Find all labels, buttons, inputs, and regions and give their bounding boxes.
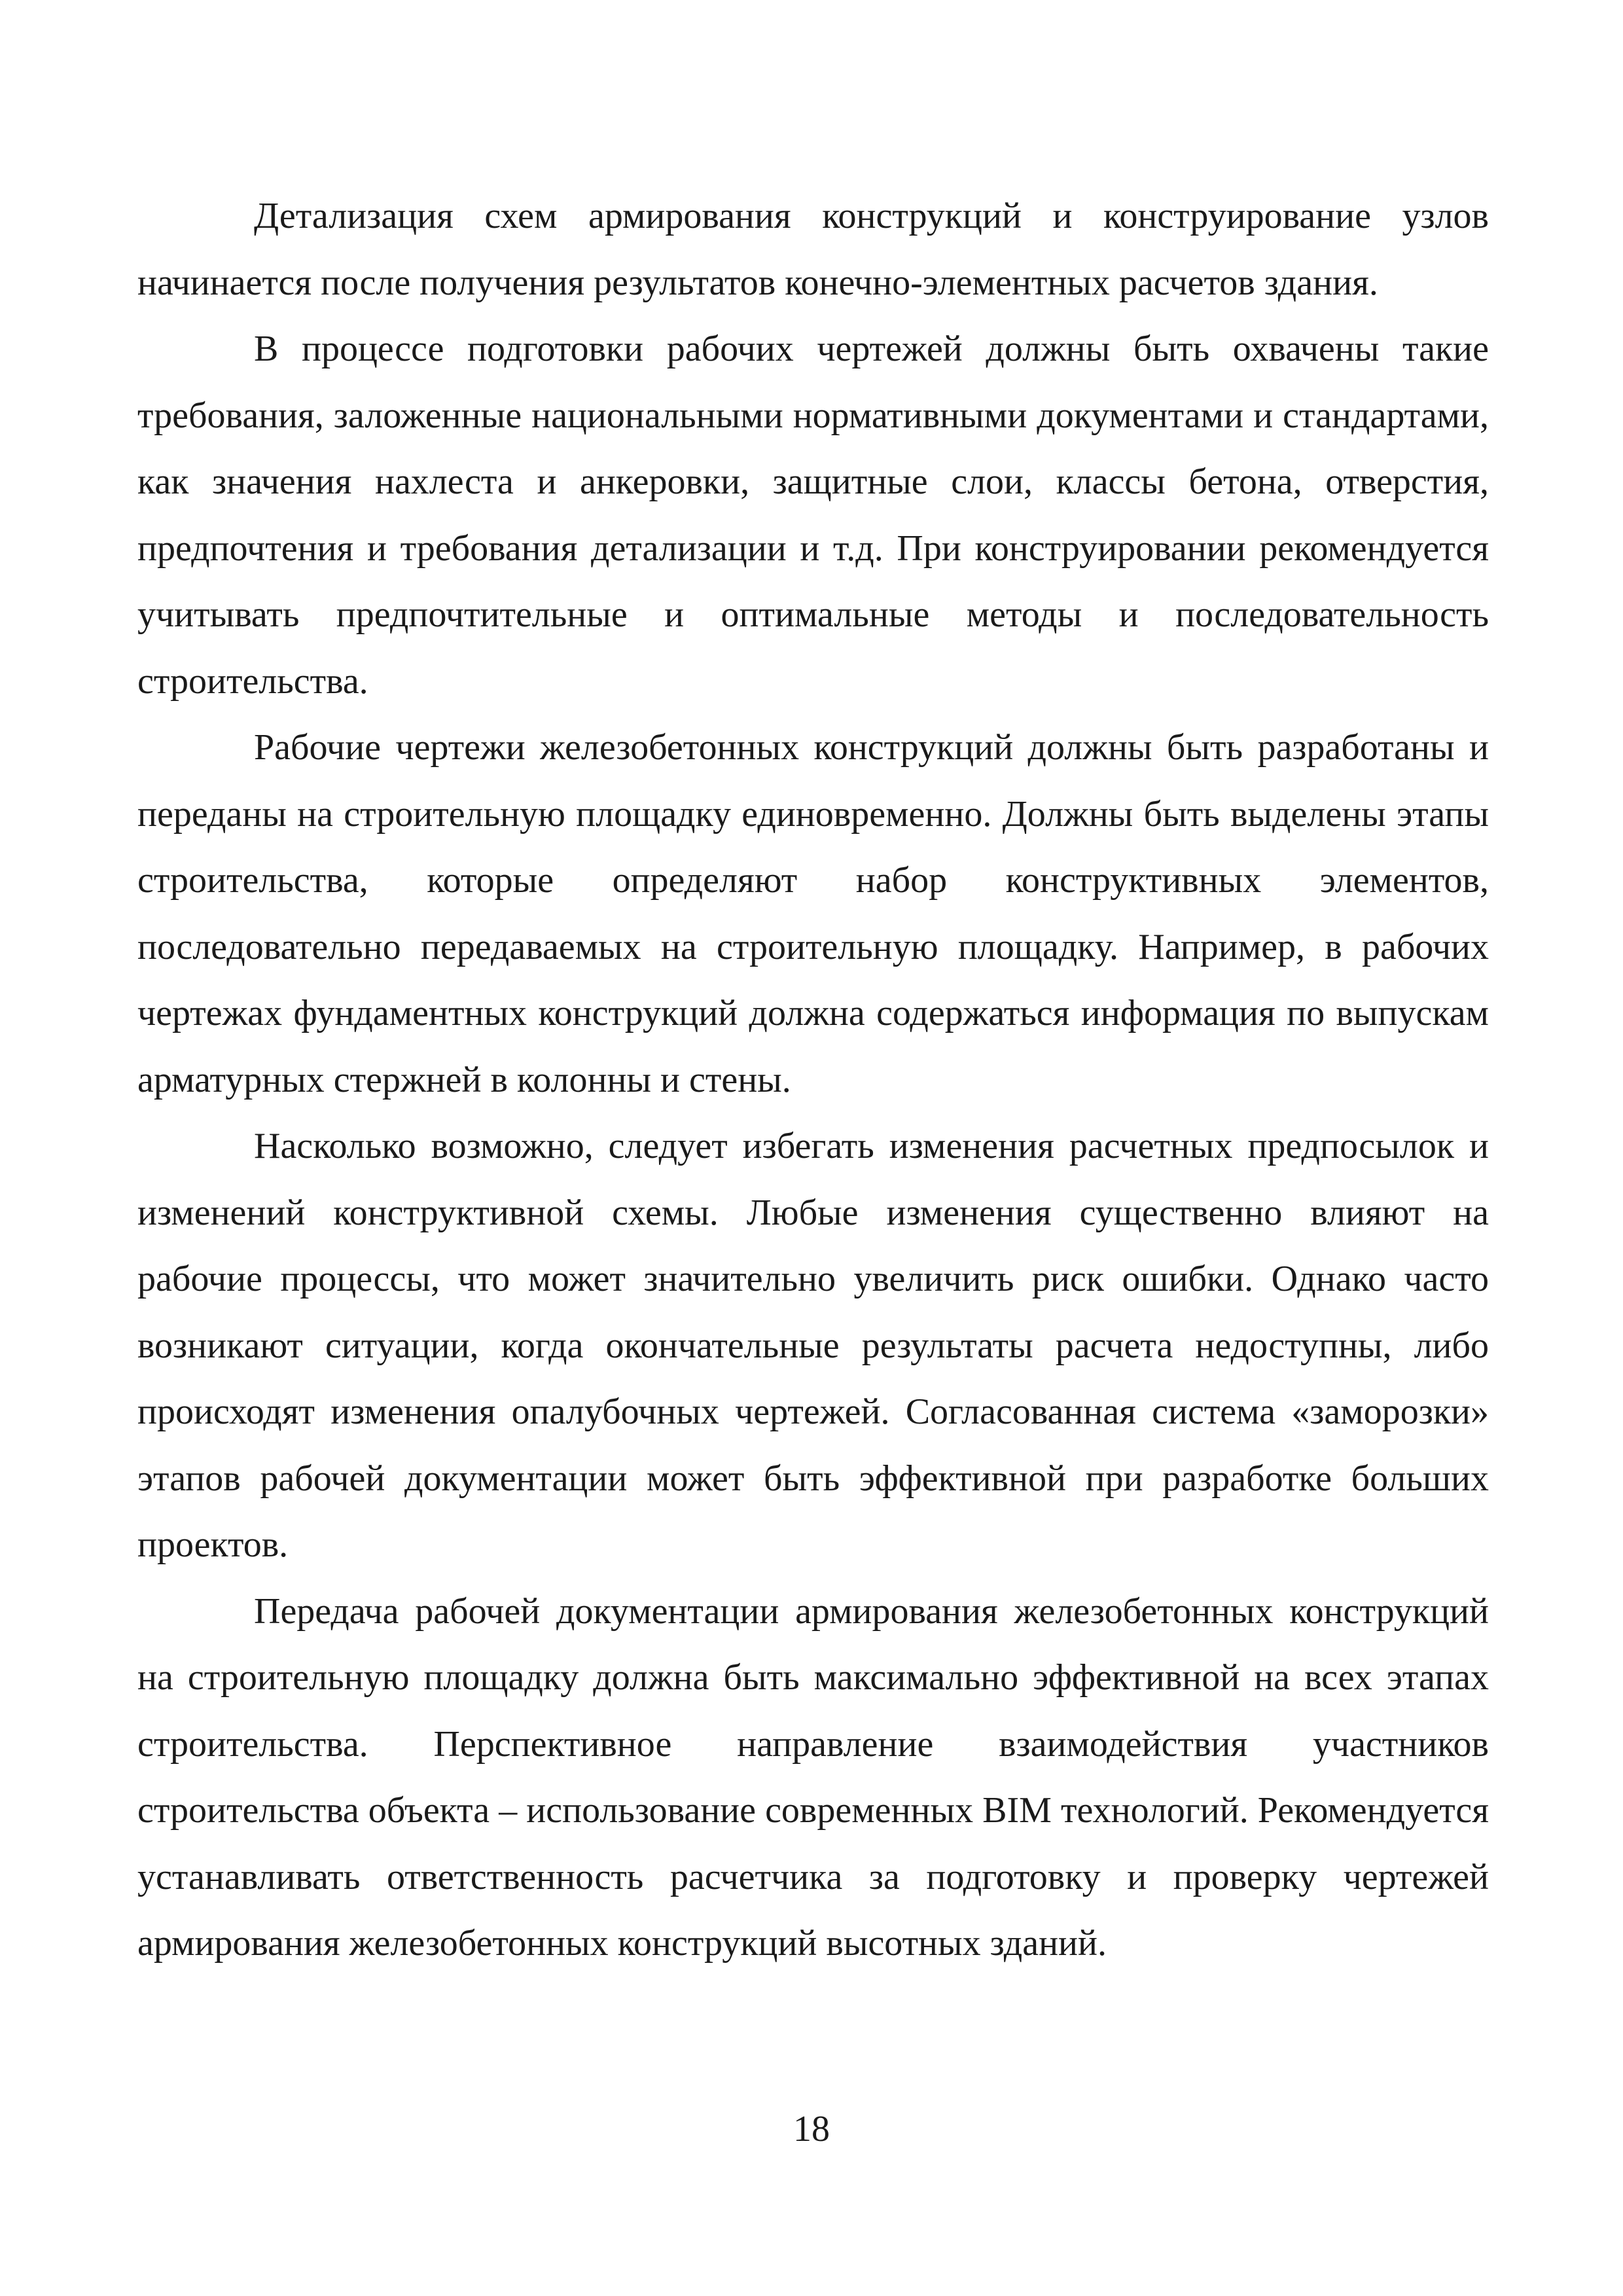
page-number: 18: [793, 2109, 830, 2149]
paragraph-2: В процессе подготовки рабочих чертежей должны быть охвачены такие требования, заложенные национальными нормативными документами и стандартами, как значения нахлеста и анкеровки, защитные слои, классы бетона, отверстия, предпочтения и требования детализации и т.д. При конструировании рекомендуется учитывать предпочтительные и оптимальные методы и последовательность строительства.: [137, 329, 1489, 702]
paragraph-1: Детализация схем армирования конструкций и конструирование узлов начинается после получения результатов конечно-элементных расчетов здания.: [137, 196, 1489, 303]
paragraph-4: Насколько возможно, следует избегать изменения расчетных предпосылок и изменений конструктивной схемы. Любые изменения существенно влияют на рабочие процессы, что может значительно увеличить риск ошибки. Однако часто возникают ситуации, когда окончательные результаты расчета недоступны, либо происходят изменения опалубочных чертежей. Согласованная система «заморозки» этапов рабочей документации может быть эффективной при разработке больших проектов.: [137, 1126, 1489, 1565]
paragraph-3: Рабочие чертежи железобетонных конструкций должны быть разработаны и переданы на строительную площадку единовременно. Должны быть выделены этапы строительства, которые определяют набор конструктивных элементов, последовательно передаваемых на строительную площадку. Например, в рабочих чертежах фундаментных конструкций должна содержаться информация по выпускам арматурных стержней в колонны и стены.: [137, 727, 1489, 1100]
paragraph-5: Передача рабочей документации армирования железобетонных конструкций на строительную площадку должна быть максимально эффективной на всех этапах строительства. Перспективное направление взаимодействия участников строительства объекта – использование современных BIM технологий. Рекомендуется устанавливать ответственность расчетчика за подготовку и проверку чертежей армирования железобетонных конструкций высотных зданий.: [137, 1590, 1489, 1964]
document-body: [137, 183, 1489, 1977]
